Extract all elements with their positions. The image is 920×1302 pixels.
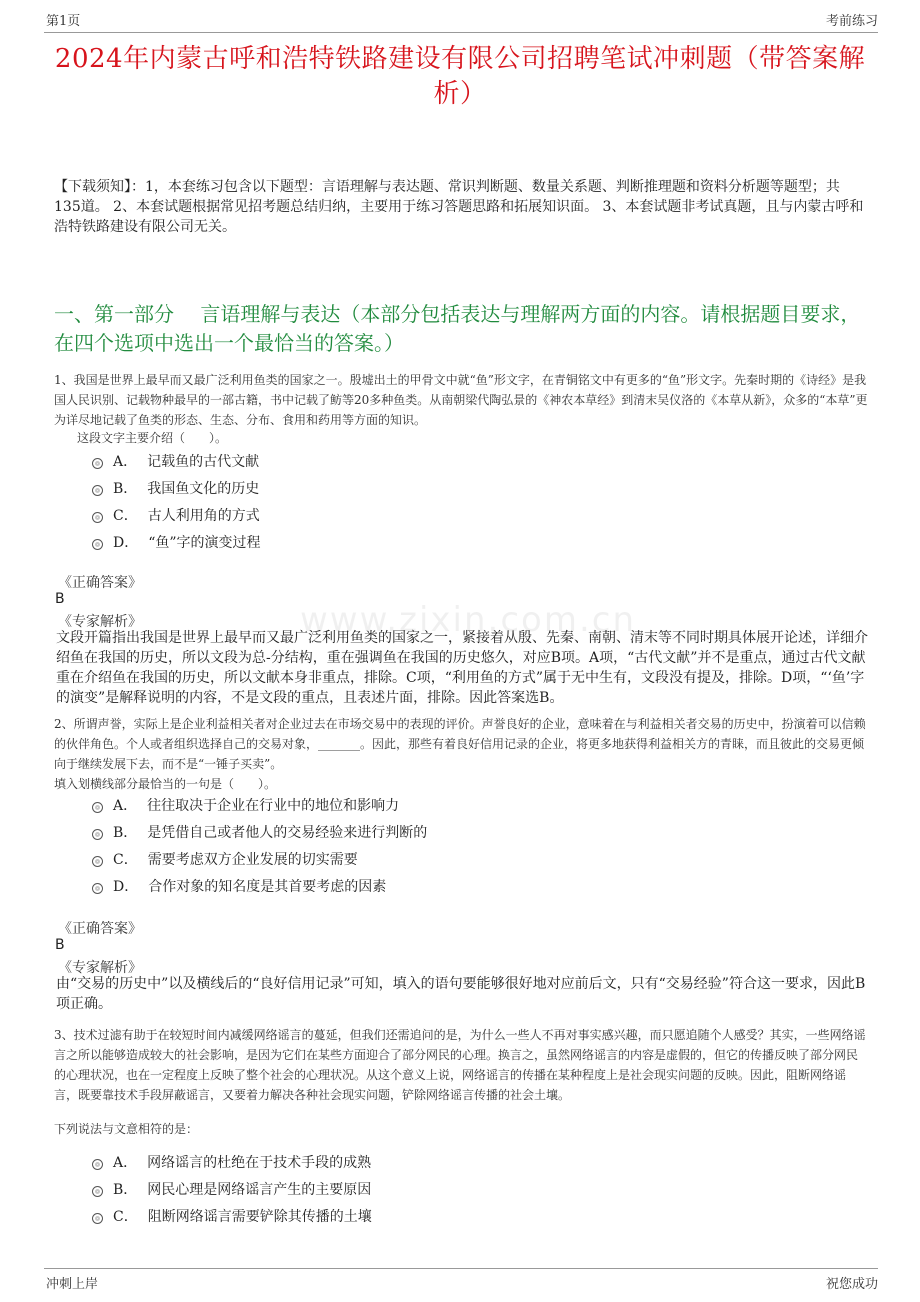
radio-icon[interactable] — [92, 802, 103, 813]
radio-icon[interactable] — [92, 512, 103, 523]
document-title: 2024年内蒙古呼和浩特铁路建设有限公司招聘笔试冲刺题（带答案解析） — [54, 44, 866, 109]
q2-answer: B — [55, 937, 65, 953]
question-2-prompt: 填入划横线部分最恰当的一句是（ ）。 — [54, 777, 277, 791]
radio-icon[interactable] — [92, 485, 103, 496]
q2-analysis: 由“交易的历史中”以及横线后的“良好信用记录”可知，填入的语句要能够很好地对应前后文，只有“交易经验”符合这一要求，因此B项正确。 — [56, 976, 866, 1012]
question-3-text: 3、技术过滤有助于在较短时间内减缓网络谣言的蔓延，但我们还需追问的是，为什么一些人不再对事实感兴趣，而只愿追随个人感受？其实，一些网络谣言之所以能够造成较大的社会影响，是因为它们在某些方面迎合了部分网民的心理。换言之，虽然网络谣言的内容是虚假的，但它的传播反映了部分网民的心理状况，也在一定程度上反映了整个社会的心理状况。从这个意义上说，网络谣言的传播在某种程度上是社会现实问题的反映。因此，阻断网络谣言，既要靠技术手段屏蔽谣言，又要着力解决各种社会现实问题，铲除网络谣言传播的社会土壤。 — [54, 1028, 866, 1102]
radio-icon[interactable] — [92, 829, 103, 840]
radio-icon[interactable] — [92, 1213, 103, 1224]
option-text: 我国鱼文化的历史 — [147, 481, 260, 497]
question-1-text: 1、我国是世界上最早而又最广泛利用鱼类的国家之一。殷墟出土的甲骨文中就“鱼”形文字，在青铜铭文中有更多的“鱼”形文字。先秦时期的《诗经》是我国人民识别、记载物种最早的一部古籍，书中记载了鲂等20多种鱼类。从南朝梁代陶弘景的《神农本草经》到清末吴仪洛的《本草从新》，众多的“本草”更为详尽地记载了鱼类的形态、生态、分布、食用和药用等方面的知识。 — [54, 373, 868, 427]
option-text: “鱼”字的演变过程 — [148, 535, 261, 551]
option-letter: A． — [113, 798, 138, 814]
download-notice: 【下载须知】：1，本套练习包含以下题型：言语理解与表达题、常识判断题、数量关系题、判断推理题和资料分析题等题型；共135道。 2、本套试题根据常见招考题总结归纳，主要用于练习答题思路和拓展知识面。 3、本套试题非考试真题，且与内蒙古呼和浩特铁路建设有限公司无关。 — [54, 179, 864, 235]
q2-analysis-label: 《专家解析》 — [58, 960, 142, 976]
question-3-prompt: 下列说法与文意相符的是： — [54, 1122, 199, 1136]
q1-analysis-label: 《专家解析》 — [58, 614, 142, 630]
radio-icon[interactable] — [92, 1159, 103, 1170]
q1-option-d[interactable] — [92, 531, 261, 553]
option-letter: B． — [113, 481, 138, 497]
footer-left: 冲刺上岸 — [46, 1277, 99, 1292]
q1-answer-label: 《正确答案》 — [58, 575, 142, 591]
header-category: 考前练习 — [825, 14, 878, 29]
option-text: 需要考虑双方企业发展的切实需要 — [147, 852, 358, 868]
radio-icon[interactable] — [92, 856, 103, 867]
option-text: 网民心理是网络谣言产生的主要原因 — [147, 1182, 372, 1198]
q3-option-c[interactable] — [92, 1205, 372, 1227]
q1-answer: B — [55, 591, 65, 607]
option-letter: D． — [113, 535, 139, 551]
option-text: 阻断网络谣言需要铲除其传播的土壤 — [147, 1209, 372, 1225]
option-letter: C． — [113, 508, 138, 524]
radio-icon[interactable] — [92, 539, 103, 550]
option-letter: C． — [113, 1209, 138, 1225]
option-letter: C． — [113, 852, 138, 868]
q1-analysis: 文段开篇指出我国是世界上最早而又最广泛利用鱼类的国家之一，紧接着从殷、先秦、南朝、清末等不同时期具体展开论述，详细介绍鱼在我国的历史，所以文段为总-分结构，重在强调鱼在我国的历史悠久，对应B项。A项，“古代文献”并不是重点，通过古代文献重在介绍鱼在我国的历史，所以文献本身非重点，排除。C项，“利用鱼的方式”属于无中生有，文段没有提及，排除。D项，“‘鱼’字的演变”是解释说明的内容，不是文段的重点，且表述片面，排除。因此答案选B。 — [56, 630, 868, 706]
option-letter: A． — [113, 454, 138, 470]
watermark: www.zixin.com.cn — [300, 600, 636, 640]
option-letter: D． — [113, 879, 139, 895]
q2-option-a[interactable] — [92, 794, 399, 816]
q2-option-b[interactable] — [92, 821, 427, 843]
footer-divider — [44, 1268, 878, 1269]
q1-option-c[interactable] — [92, 504, 260, 526]
option-text: 网络谣言的杜绝在于技术手段的成熟 — [147, 1155, 372, 1171]
q3-option-a[interactable] — [92, 1151, 371, 1173]
radio-icon[interactable] — [92, 1186, 103, 1197]
q2-option-d[interactable] — [92, 875, 386, 897]
question-1-prompt: 这段文字主要介绍（ ）。 — [77, 431, 228, 445]
q2-answer-label: 《正确答案》 — [58, 921, 142, 937]
option-text: 记载鱼的古代文献 — [147, 454, 260, 470]
q1-option-b[interactable] — [92, 477, 259, 499]
option-text: 是凭借自己或者他人的交易经验来进行判断的 — [147, 825, 428, 841]
q1-option-a[interactable] — [92, 450, 259, 472]
option-text: 古人利用角的方式 — [147, 508, 260, 524]
option-text: 往往取决于企业在行业中的地位和影响力 — [147, 798, 400, 814]
option-text: 合作对象的知名度是其首要考虑的因素 — [148, 879, 387, 895]
option-letter: A． — [113, 1155, 138, 1171]
radio-icon[interactable] — [92, 458, 103, 469]
section-title: 一、第一部分 言语理解与表达（本部分包括表达与理解两方面的内容。请根据题目要求，在四个选项中选出一个最恰当的答案。） — [54, 302, 861, 355]
option-letter: B． — [113, 1182, 138, 1198]
footer-right: 祝您成功 — [825, 1277, 878, 1292]
radio-icon[interactable] — [92, 883, 103, 894]
page-number: 第1页 — [46, 14, 81, 29]
question-2-text: 2、所谓声誉，实际上是企业利益相关者对企业过去在市场交易中的表现的评价。声誉良好的企业，意味着在与利益相关者交易的历史中，扮演着可以信赖的伙伴角色。个人或者组织选择自己的交易对象，_______。因此，那些有着良好信用记录的企业，将更多地获得利益相关方的青睐，而且彼此的交易更倾向于继续发展下去，而不是“一锤子买卖”。 — [54, 717, 866, 771]
header-divider — [44, 32, 878, 33]
option-letter: B． — [113, 825, 138, 841]
q2-option-c[interactable] — [92, 848, 358, 870]
q3-option-b[interactable] — [92, 1178, 371, 1200]
